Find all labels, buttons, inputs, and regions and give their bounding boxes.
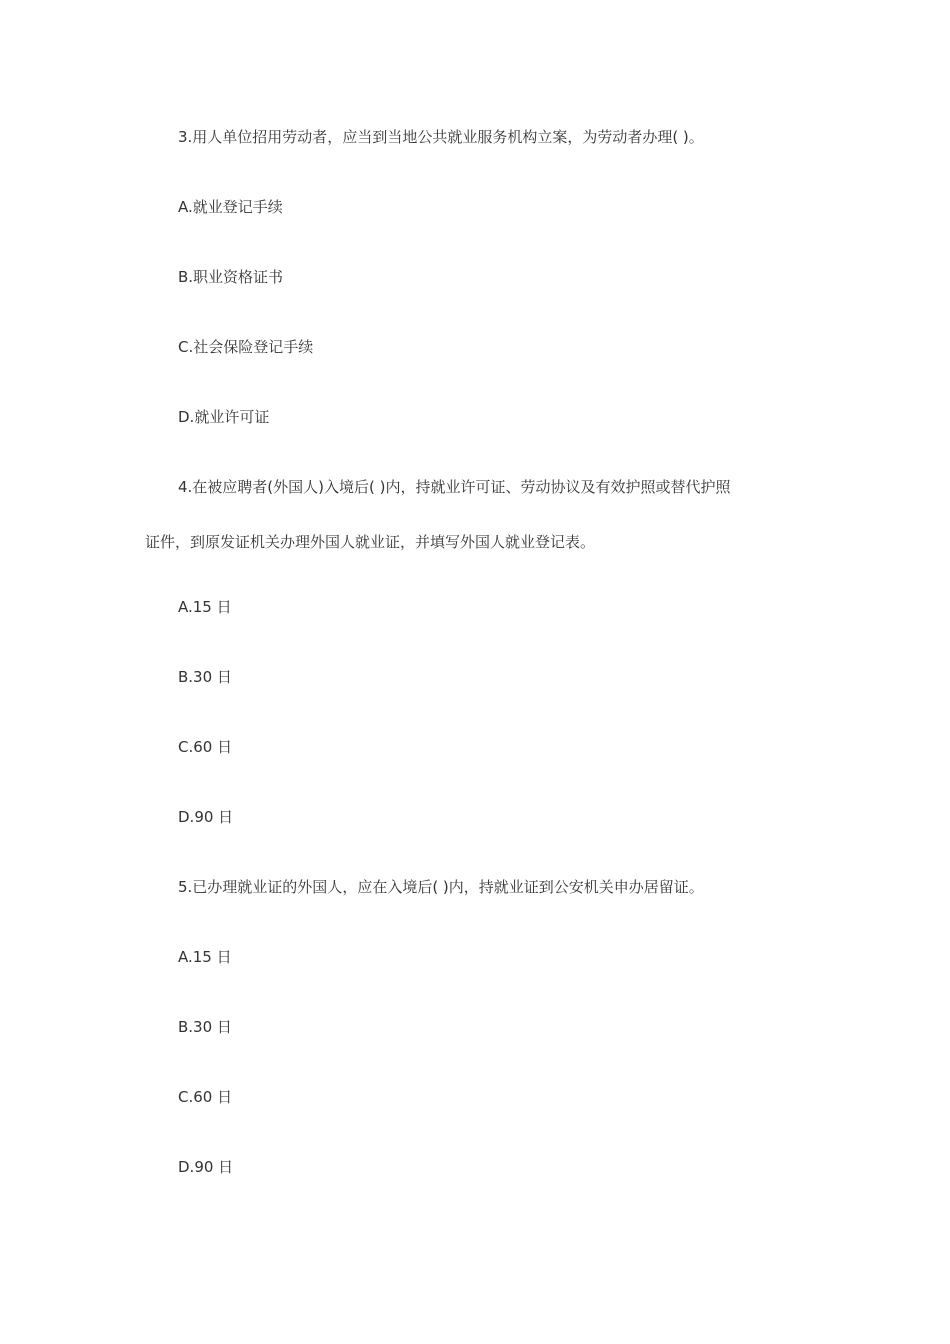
question-4-option-d: D.90 日 [178, 808, 234, 826]
question-5-option-b: B.30 日 [178, 1018, 232, 1036]
question-3-option-d: D.就业许可证 [178, 408, 270, 426]
question-3-stem: 3.用人单位招用劳动者，应当到当地公共就业服务机构立案，为劳动者办理( )。 [178, 128, 704, 146]
question-4-option-b: B.30 日 [178, 668, 232, 686]
question-5-option-a: A.15 日 [178, 948, 232, 966]
question-3-option-b: B.职业资格证书 [178, 268, 284, 286]
question-5-option-d: D.90 日 [178, 1158, 234, 1176]
question-3-option-c: C.社会保险登记手续 [178, 338, 314, 356]
question-5-option-c: C.60 日 [178, 1088, 233, 1106]
question-3-option-a: A.就业登记手续 [178, 198, 283, 216]
question-4-stem-line-1: 4.在被应聘者(外国人)入境后( )内，持就业许可证、劳动协议及有效护照或替代护照 [178, 478, 731, 496]
question-4-option-c: C.60 日 [178, 738, 233, 756]
question-4-option-a: A.15 日 [178, 598, 232, 616]
question-5-stem: 5.已办理就业证的外国人，应在入境后( )内，持就业证到公安机关申办居留证。 [178, 878, 704, 896]
question-4-stem-line-2: 证件，到原发证机关办理外国人就业证，并填写外国人就业登记表。 [145, 533, 596, 551]
